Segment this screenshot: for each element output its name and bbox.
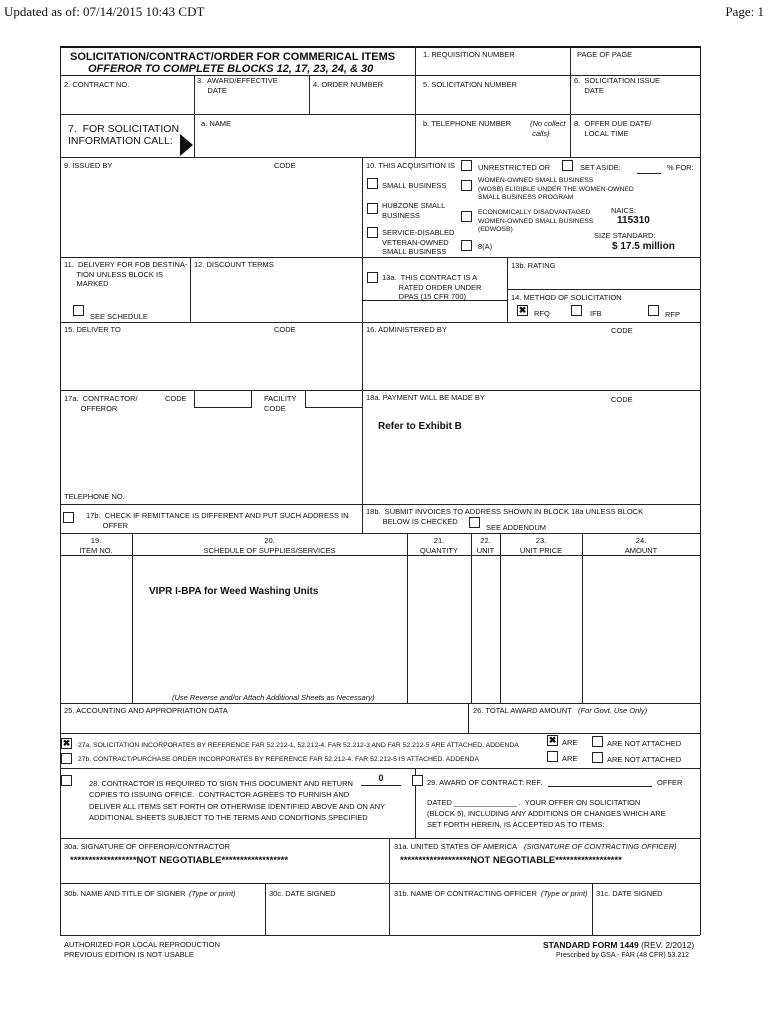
27a-are-not-label: ARE NOT ATTACHED: [607, 739, 682, 748]
block-26-label: 26. TOTAL AWARD AMOUNT: [473, 706, 572, 715]
unrestricted-label: UNRESTRICTED OR: [478, 163, 551, 172]
facility-code-field[interactable]: [305, 390, 362, 408]
page-of-page-label: PAGE OF PAGE: [577, 50, 633, 59]
col-unit-price-header: 23. UNIT PRICE: [519, 536, 563, 555]
27b-are-not-label: ARE NOT ATTACHED: [607, 755, 682, 764]
updated-timestamp: Updated as of: 07/14/2015 10:43 CDT: [4, 4, 205, 19]
ifb-checkbox[interactable]: [571, 305, 582, 316]
reverse-sheets-note: (Use Reverse and/or Attach Additional Sheets as Necessary): [172, 693, 375, 702]
27b-are-not-checkbox[interactable]: [592, 752, 603, 763]
naics-label: NAICS:: [611, 206, 637, 215]
block-16-label: 16. ADMINISTERED BY: [366, 325, 447, 334]
contractor-code-field[interactable]: [194, 390, 252, 408]
edwosb-checkbox[interactable]: [461, 211, 472, 222]
27a-are-label: ARE: [562, 738, 578, 747]
col-amount-header: 24. AMOUNT: [624, 536, 658, 555]
block-26-note: (For Govt. Use Only): [578, 706, 648, 715]
sdvosb-checkbox[interactable]: [367, 227, 378, 238]
col-item-no-header: 19. ITEM NO.: [79, 536, 113, 555]
block-28-label: 28. CONTRACTOR IS REQUIRED TO SIGN THIS DOCUMENT AND RETURN: [89, 779, 353, 788]
see-schedule-label: SEE SCHEDULE: [90, 312, 148, 321]
footer-reproduction-note: AUTHORIZED FOR LOCAL REPRODUCTION PREVIOUS EDITION IS NOT USABLE: [64, 940, 220, 959]
27a-are-not-checkbox[interactable]: [592, 736, 603, 747]
27b-checkbox[interactable]: [61, 753, 72, 764]
block-30b-note: (Type or print): [189, 889, 236, 898]
block-28-checkbox[interactable]: [61, 775, 72, 786]
block-4-label: 4. ORDER NUMBER: [313, 80, 384, 89]
block-16-code-label: CODE: [611, 326, 633, 335]
block-7b-note: (No collect calls): [530, 119, 566, 138]
set-aside-checkbox[interactable]: [562, 160, 573, 171]
8a-checkbox[interactable]: [461, 240, 472, 251]
block-27b-label: 27b. CONTRACT/PURCHASE ORDER INCORPORATES BY REFERENCE FAR 52.212-4. FAR 52.212-5 IS ATTACHED. ADDENDA: [78, 756, 479, 763]
block-29-body: DATED _______________ . YOUR OFFER ON SOLICITATION (BLOCK 5), INCLUDING ANY ADDITIONS OR CHANGES WHICH ARE SET FORTH HEREIN, IS ACCEPTED AS TO ITEMS:: [427, 798, 666, 829]
wosb-label: WOMEN-OWNED SMALL BUSINESS (WOSB) ELIGIBLE UNDER THE WOMEN-OWNED SMALL BUSINESS PROGRAM: [478, 177, 634, 201]
block-30a-label: 30a. SIGNATURE OF OFFEROR/CONTRACTOR: [64, 842, 230, 851]
ifb-label: IFB: [590, 309, 602, 318]
block-9-code-label: CODE: [274, 161, 296, 170]
footer-prescribed: Prescribed by GSA - FAR (48 CFR) 53.212: [556, 952, 690, 959]
small-business-checkbox[interactable]: [367, 178, 378, 189]
block-7a-label: a. NAME: [201, 119, 232, 128]
27a-checkbox[interactable]: ✖: [62, 738, 71, 748]
block-2-label: 2. CONTRACT NO.: [64, 80, 130, 89]
percent-for-label: % FOR:: [667, 163, 694, 172]
not-negotiable-officer: *******************NOT NEGOTIABLE******************: [400, 855, 622, 866]
see-schedule-checkbox[interactable]: [73, 305, 84, 316]
block-31b-label: 31b. NAME OF CONTRACTING OFFICER: [394, 889, 537, 898]
form-subtitle: OFFEROR TO COMPLETE BLOCKS 12, 17, 23, 24, & 30: [88, 63, 374, 75]
27b-are-label: ARE: [562, 754, 578, 763]
block-18b-label: 18b. SUBMIT INVOICES TO ADDRESS SHOWN IN BLOCK 18a UNLESS BLOCK BELOW IS CHECKED: [366, 507, 644, 526]
not-negotiable-offeror: ******************NOT NEGOTIABLE******************: [70, 855, 289, 866]
edwosb-label: ECONOMICALLY DISADVANTAGED WOMEN-OWNED SMALL BUSINESS (EDWOSB): [478, 209, 594, 233]
block-14-label: 14. METHOD OF SOLICITATION: [511, 293, 622, 302]
block-8-label: 8. OFFER DUE DATE/ LOCAL TIME: [574, 119, 652, 138]
footer-form-id: [543, 940, 694, 950]
block-7b-label: b. TELEPHONE NUMBER: [423, 119, 512, 128]
size-standard-label: SIZE STANDARD:: [594, 231, 656, 240]
col-quantity-header: 21. QUANTITY: [420, 536, 458, 555]
block-31a-note: (SIGNATURE OF CONTRACTING OFFICER): [524, 842, 677, 851]
copies-count[interactable]: 0: [378, 773, 384, 783]
col-unit-header: 22. UNIT: [476, 536, 495, 555]
small-business-label: SMALL BUSINESS: [382, 181, 447, 190]
block-29-label: 29. AWARD OF CONTRACT: REF.: [427, 778, 543, 787]
sdvosb-label: SERVICE-DISABLED VETERAN-OWNED SMALL BUSINESS: [382, 228, 455, 256]
block-11-label: 11. DELIVERY FOR FOB DESTINA- TION UNLESS BLOCK IS MARKED: [64, 260, 188, 288]
block-15-code-label: CODE: [274, 325, 296, 334]
block-18a-code-label: CODE: [611, 395, 633, 404]
hubzone-label: HUBZONE SMALL BUSINESS: [382, 201, 446, 220]
refer-exhibit-text: Refer to Exhibit B: [378, 421, 462, 432]
see-addendum-label: SEE ADDENDUM: [486, 523, 547, 532]
block-5-label: 5. SOLICITATION NUMBER: [423, 80, 517, 89]
footer-form-name: STANDARD FORM 1449: [543, 940, 639, 950]
size-standard-value: $ 17.5 million: [612, 241, 675, 252]
block-18a-label: 18a. PAYMENT WILL BE MADE BY: [366, 393, 485, 402]
block-30b-label: 30b. NAME AND TITLE OF SIGNER: [64, 889, 186, 898]
arrow-right-icon: [180, 134, 193, 156]
block-31b-note: (Type or print): [541, 889, 588, 898]
form-title: SOLICITATION/CONTRACT/ORDER FOR COMMERICAL ITEMS: [70, 51, 396, 63]
block-17b-label: 17b. CHECK IF REMITTANCE IS DIFFERENT AND PUT SUCH ADDRESS IN OFFER: [86, 511, 349, 530]
rfp-checkbox[interactable]: [648, 305, 659, 316]
rated-order-checkbox[interactable]: [367, 272, 378, 283]
27a-are-checkbox[interactable]: ✖: [548, 735, 557, 745]
hubzone-checkbox[interactable]: [367, 203, 378, 214]
see-addendum-checkbox[interactable]: [469, 517, 480, 528]
set-aside-percent-line[interactable]: [637, 173, 661, 174]
naics-value: 115310: [617, 215, 650, 226]
block-17a-label: 17a. CONTRACTOR/ OFFEROR: [64, 394, 138, 413]
award-ref-line[interactable]: [548, 786, 652, 787]
block-25-label: 25. ACCOUNTING AND APPROPRIATION DATA: [64, 706, 228, 715]
set-aside-label: SET ASIDE:: [580, 163, 621, 172]
col-schedule-header: 20. SCHEDULE OF SUPPLIES/SERVICES: [203, 536, 336, 555]
block-28-body: COPIES TO ISSUING OFFICE. CONTRACTOR AGREES TO FURNISH AND DELIVER ALL ITEMS SET FORTH OR OTHERWISE IDENTIFIED ABOVE AND ON ANY ADDITIONAL SHEETS SUBJECT TO THE TERMS AND CONDITIONS SPECIFIED: [89, 790, 386, 822]
block-15-label: 15. DELIVER TO: [64, 325, 121, 334]
block-10-label: 10. THIS ACQUISITION IS: [366, 161, 456, 170]
facility-code-label: FACILITY CODE: [264, 394, 297, 413]
block-31a-label: 31a. UNITED STATES OF AMERICA: [394, 842, 518, 851]
remittance-checkbox[interactable]: [63, 512, 74, 523]
block-13b-label: 13b. RATING: [511, 261, 556, 270]
unrestricted-checkbox[interactable]: [461, 160, 472, 171]
copies-count-line: [361, 785, 401, 786]
rfq-checkbox[interactable]: ✖: [518, 305, 527, 315]
wosb-checkbox[interactable]: [461, 180, 472, 191]
block-13a-label: 13a. THIS CONTRACT IS A RATED ORDER UNDER DPAS (15 CFR 700): [382, 273, 482, 301]
block-12-label: 12. DISCOUNT TERMS: [194, 260, 274, 269]
rfp-label: RFP: [665, 310, 680, 319]
page-number: Page: 1: [725, 4, 764, 19]
block-7-label: 7. FOR SOLICITATION INFORMATION CALL:: [68, 123, 180, 147]
block-17a-code-label: CODE: [165, 394, 187, 403]
block-27a-label: 27a. SOLICITATION INCORPORATES BY REFERENCE FAR 52.212-1, 52.212-4. FAR 52.212-3 AND FAR 52.212-5 ARE ATTACHED. ADDENDA: [78, 742, 519, 749]
block-31c-label: 31c. DATE SIGNED: [596, 889, 663, 898]
block-29-checkbox[interactable]: [412, 775, 423, 786]
item-description: VIPR I-BPA for Weed Washing Units: [149, 586, 319, 597]
8a-label: 8(A): [478, 242, 493, 251]
footer-form-rev: (REV. 2/2012): [641, 940, 695, 950]
rfq-label: RFQ: [534, 309, 550, 318]
27b-are-checkbox[interactable]: [547, 751, 558, 762]
offer-label: OFFER: [657, 778, 683, 787]
block-6-label: 6. SOLICITATION ISSUE DATE: [574, 76, 660, 95]
block-9-label: 9. ISSUED BY: [64, 161, 113, 170]
block-1-label: 1. REQUISITION NUMBER: [423, 50, 515, 59]
block-3-label: 3. AWARD/EFFECTIVE DATE: [197, 76, 278, 95]
block-30c-label: 30c. DATE SIGNED: [269, 889, 336, 898]
telephone-label: TELEPHONE NO.: [64, 492, 125, 501]
